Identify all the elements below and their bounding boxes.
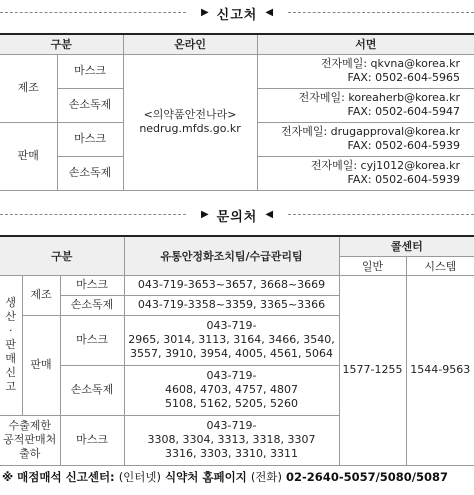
- product-mask: 마스크: [60, 275, 124, 295]
- footnote: [2, 469, 474, 485]
- note-phone-label: (전화): [250, 470, 283, 484]
- group-export-restriction: 수출제한 공적판매처 출하: [0, 415, 60, 465]
- contact-cell: [257, 122, 474, 156]
- header-online: 온라인: [123, 34, 257, 54]
- group-sales: 판매: [0, 122, 57, 190]
- header-team: 유통안정화조치팀/수급관리팀: [124, 236, 339, 275]
- product-sanitizer: 손소독제: [57, 88, 123, 122]
- product-sanitizer: 손소독제: [57, 156, 123, 190]
- inquiry-table: [0, 235, 474, 466]
- online-name: <의약품안전나라>: [143, 108, 237, 121]
- header-category: 구분: [0, 34, 123, 54]
- email-text[interactable]: 전자메일: cyj1012@korea.kr: [310, 159, 461, 172]
- triangle-right-icon: ▶: [200, 209, 209, 220]
- product-mask: 마스크: [57, 122, 123, 156]
- section-title: 문의처: [216, 209, 258, 225]
- group-sales: 판매: [22, 315, 60, 415]
- section-title: 신고처: [216, 7, 258, 23]
- contact-cell: [257, 88, 474, 122]
- note-internet-label: (인터넷): [118, 470, 161, 484]
- report-table: [0, 33, 474, 191]
- online-url[interactable]: nedrug.mfds.go.kr: [139, 122, 241, 135]
- email-text[interactable]: 전자메일: koreaherb@korea.kr: [298, 91, 461, 104]
- product-sanitizer: 손소독제: [60, 365, 124, 415]
- product-sanitizer: 손소독제: [60, 295, 124, 315]
- contact-cell: [257, 156, 474, 190]
- phone-numbers: 043-719- 3308, 3304, 3313, 3318, 3307 3316, 3303, 3310, 3311: [124, 415, 339, 465]
- header-general: 일반: [339, 256, 406, 275]
- triangle-left-icon: ◀: [265, 7, 274, 18]
- callcenter-system: 1544-9563: [406, 275, 474, 465]
- report-section-title: [0, 2, 474, 24]
- group-manufacture: 제조: [22, 275, 60, 315]
- header-system: 시스템: [406, 256, 474, 275]
- inquiry-section-title: [0, 204, 474, 226]
- triangle-right-icon: ▶: [200, 7, 209, 18]
- product-mask: 마스크: [60, 315, 124, 365]
- triangle-left-icon: ◀: [265, 209, 274, 220]
- phone-numbers: 043-719-3358~3359, 3365~3366: [124, 295, 339, 315]
- fax-text: FAX: 0502-604-5939: [347, 139, 461, 152]
- group-manufacture: 제조: [0, 54, 57, 122]
- table-row: [0, 54, 474, 88]
- product-mask: 마스크: [57, 54, 123, 88]
- group-production-sales-report: 생 산 · 판 매 신 고: [0, 275, 22, 415]
- phone-numbers: 043-719- 4608, 4703, 4757, 4807 5108, 5162, 5205, 5260: [124, 365, 339, 415]
- table-header-row: [0, 34, 474, 54]
- contact-cell: [257, 54, 474, 88]
- product-mask: 마스크: [60, 415, 124, 465]
- email-text[interactable]: 전자메일: qkvna@korea.kr: [320, 57, 461, 70]
- fax-text: FAX: 0502-604-5939: [347, 173, 461, 186]
- header-written: 서면: [257, 34, 474, 54]
- note-prefix: ※ 매점매석 신고센터:: [2, 470, 115, 484]
- phone-numbers: 043-719-3653~3657, 3668~3669: [124, 275, 339, 295]
- note-site: 식약처 홈페이지: [165, 470, 247, 484]
- fax-text: FAX: 0502-604-5947: [347, 105, 461, 118]
- email-text[interactable]: 전자메일: drugapproval@korea.kr: [280, 125, 461, 138]
- fax-text: FAX: 0502-604-5965: [347, 71, 461, 84]
- note-phone: 02-2640-5057/5080/5087: [286, 470, 449, 484]
- table-header-row: [0, 236, 474, 256]
- phone-numbers: 043-719- 2965, 3014, 3113, 3164, 3466, 3540, 3557, 3910, 3954, 4005, 4561, 5064: [124, 315, 339, 365]
- header-callcenter: 콜센터: [339, 236, 474, 256]
- callcenter-general: 1577-1255: [339, 275, 406, 465]
- table-row: [0, 275, 474, 295]
- header-category: 구분: [0, 236, 124, 275]
- online-cell: [123, 54, 257, 190]
